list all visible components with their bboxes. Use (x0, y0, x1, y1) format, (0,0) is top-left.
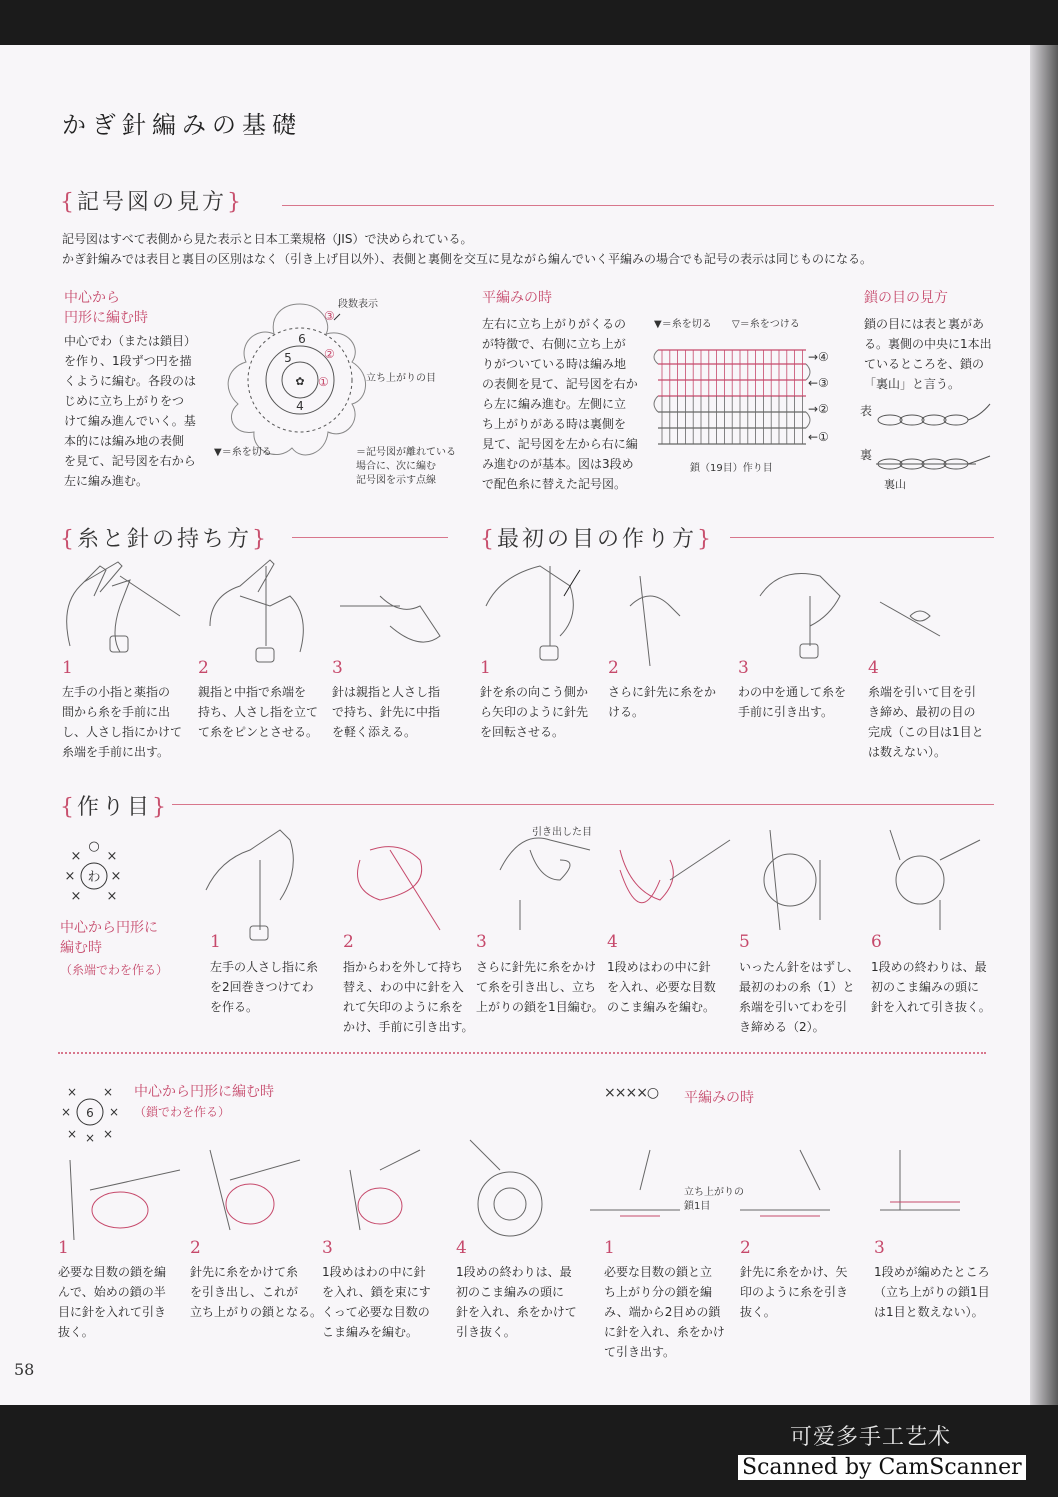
circle-row-num: 4 (296, 399, 304, 413)
step-number: 6 (871, 932, 882, 952)
chainring-sub: （鎖でわを作る） (134, 1105, 231, 1119)
circle-title-2: 円形に編む時 (64, 310, 148, 326)
circle-desc (64, 331, 196, 491)
step-number: 3 (332, 658, 343, 678)
flat-row-label: ←③ (808, 376, 829, 390)
section-rule (282, 205, 994, 206)
section-title-foundation: {作り目} (60, 795, 170, 820)
step-number: 2 (198, 658, 209, 678)
label-row-numbers: 段数表示 (338, 299, 378, 310)
foundation-step-5: いったん針をはずし、 最初のわの糸（1）と 糸端を引いてわを引 き締める（2）。 (739, 960, 860, 1034)
step-number: 4 (456, 1238, 467, 1258)
section-rule (730, 537, 994, 538)
first-step-2: さらに針先に糸をか ける。 (608, 685, 717, 719)
chain-front-label: 表 (860, 404, 873, 418)
flatwork-step-2: 針先に糸をかけ、矢 印のように糸を引き 抜く。 (740, 1265, 849, 1319)
chainring-step-3: 1段めはわの中に針 を入れ、鎖を束にす くって必要な目数の こま編みを編む。 (322, 1265, 431, 1339)
flat-row-label: ←① (808, 430, 829, 444)
ring-symbol-diagram (58, 832, 128, 902)
flatwork-step-1: 必要な目数の鎖と立 ち上がり分の鎖を編 み、端から2目めの鎖 に針を入れ、糸をかけ て引き出す。 (604, 1265, 725, 1359)
dotted-divider (58, 1052, 986, 1054)
circle-row-marker: ③ (324, 309, 335, 323)
section-rule (292, 537, 448, 538)
first-step-4: 糸端を引いて目を引 き締め、最初の目の 完成（この目は1目と は数えない）。 (868, 685, 984, 759)
svg-text:×: × (110, 869, 122, 884)
circle-row-num: 5 (284, 351, 292, 365)
chain-back-bump-label: 裏山 (884, 478, 906, 491)
step-number: 4 (868, 658, 879, 678)
foundation-step-2: 指からわを外して持ち 替え、わの中に針を入 れて矢印のように糸を かけ、手前に引き出す。 (343, 960, 474, 1034)
flat-label-join: ▽＝糸をつける (732, 319, 800, 330)
step-number: 3 (322, 1238, 333, 1258)
step-number: 2 (608, 658, 619, 678)
flat-desc: 左右に立ち上がりがくるの が特徴で、右側に立ち上が りがついている時は編み地 の表側を見て、記号図を右か ら左に編み進む。左側に立 ち上がりがある時は裏側を 見て、記号図を左から右に編 み進むのが基本。図は3段め で配色糸に替えた記号図。 (482, 317, 638, 491)
scanner-footer: Scanned by CamScanner (738, 1455, 1026, 1480)
step-number: 1 (58, 1238, 69, 1258)
label-dotted-line: ＝記号図が離れている 場合に、次に編む 記号図を示す点線 (356, 447, 456, 486)
svg-text:×: × (66, 1127, 78, 1141)
ring-char: わ (87, 870, 101, 885)
foundation-side-title-1: 中心から円形に (60, 920, 158, 936)
page-gutter (1030, 45, 1058, 1405)
holding-illustrations (60, 556, 460, 656)
foundation-side-sub: （糸端でわを作る） (60, 963, 169, 977)
flat-row-label: →④ (808, 350, 829, 364)
desc-line: くように編む。各段のは (64, 374, 197, 388)
desc-line: を見て、記号図を右から (64, 454, 196, 468)
step-number: 2 (740, 1238, 751, 1258)
holding-step-1: 左手の小指と薬指の 間から糸を手前に出 し、人さし指にかけて 糸端を手前に出す。 (62, 685, 183, 759)
chain-illustration (876, 400, 996, 480)
svg-text:×: × (84, 1131, 96, 1145)
intro-line-2: かぎ針編みでは表目と裏目の区別はなく（引き上げ目以外）、表側と裏側を交互に見ながら編んでいく平編みの場合でも記号の表示は同じものになる。 (62, 252, 873, 266)
svg-text:×: × (106, 889, 118, 904)
chainring-title: 中心から円形に編む時 (134, 1084, 274, 1100)
desc-line: じめに立ち上がりをつ (64, 394, 185, 408)
desc-line: 本的には編み地の表側 (64, 434, 185, 448)
first-step-1: 針を糸の向こう側か ら矢印のように針先 を回転させる。 (480, 685, 589, 739)
pulled-loop-label: 引き出した目 (532, 827, 592, 838)
foundation-illustrations (200, 820, 990, 940)
section-title-holding: {糸と針の持ち方} (60, 527, 270, 552)
rise-label: 立ち上がりの 鎖1目 (684, 1187, 744, 1212)
desc-line: けて編み進んでいく。基 (64, 414, 196, 428)
chain-back-label: 裏 (860, 448, 873, 462)
svg-text:○: ○ (88, 839, 100, 854)
flatwork-step-3: 1段めが編めたところ （立ち上がりの鎖1目 は1目と数えない）。 (874, 1265, 990, 1319)
step-number: 2 (343, 932, 354, 952)
chain-title: 鎖の目の見方 (864, 290, 948, 306)
first-stitch-illustrations (480, 556, 1000, 666)
svg-text:×: × (106, 849, 118, 864)
svg-text:×: × (66, 1085, 78, 1099)
flat-title: 平編みの時 (482, 290, 552, 306)
label-cut-yarn: ▼＝糸を切る (214, 447, 272, 458)
circle-chart-diagram (222, 290, 382, 470)
circle-row-marker: ① (318, 375, 329, 389)
desc-line: 左に編み進む。 (64, 474, 149, 488)
section-title-first: {最初の目の作り方} (480, 527, 715, 552)
chainring-step-4: 1段めの終わりは、最 初のこま編みの頭に 針を入れ、糸をかけて 引き抜く。 (456, 1265, 577, 1339)
cut-yarn-icon: ▼ (654, 319, 662, 330)
svg-text:✿: ✿ (295, 375, 305, 388)
circle-title-1: 中心から (64, 290, 120, 306)
section-rule (172, 804, 994, 805)
step-number: 3 (738, 658, 749, 678)
step-number: 1 (62, 658, 73, 678)
cut-yarn-icon: ▼ (214, 447, 222, 458)
flat-row-label: →② (808, 402, 829, 416)
desc-line: 中心でわ（または鎖目） (64, 334, 197, 348)
join-yarn-icon: ▽ (732, 319, 740, 330)
flatwork-title: 平編みの時 (684, 1090, 754, 1106)
watermark-text: 可爱多手工艺术 (790, 1425, 952, 1450)
svg-text:×: × (102, 1127, 114, 1141)
step-number: 2 (190, 1238, 201, 1258)
chainring-step-2: 針先に糸をかけて糸 を引き出し、これが 立ち上がりの鎖となる。 (190, 1265, 323, 1319)
holding-step-2: 親指と中指で糸端を 持ち、人さし指を立て て糸をピンとさせる。 (198, 685, 319, 739)
step-number: 1 (480, 658, 491, 678)
chain-desc: 鎖の目には表と裏があ る。裏側の中央に1本出 ているところを、鎖の 「裏山」と言う。 (864, 317, 992, 391)
lower-illustrations (60, 1130, 1000, 1240)
foundation-step-1: 左手の人さし指に糸 を2回巻きつけてわ を作る。 (210, 960, 319, 1014)
svg-text:×: × (102, 1085, 114, 1099)
step-number: 1 (604, 1238, 615, 1258)
svg-text:×: × (70, 889, 82, 904)
step-number: 3 (476, 932, 487, 952)
foundation-step-6: 1段めの終わりは、最 初のこま編みの頭に 針を入れて引き抜く。 (871, 960, 991, 1014)
section-title-reading: {記号図の見方} (60, 190, 245, 215)
page-number: 58 (14, 1360, 35, 1379)
svg-text:×: × (64, 869, 76, 884)
step-number: 4 (607, 932, 618, 952)
svg-text:×: × (70, 849, 82, 864)
step-number: 5 (739, 932, 750, 952)
intro-line-1: 記号図はすべて表側から見た表示と日本工業規格（JIS）で決められている。 (62, 232, 473, 246)
step-number: 3 (874, 1238, 885, 1258)
foundation-step-3: さらに針先に糸をかけ て糸を引き出し、立ち 上がりの鎖を1目編む。 (476, 960, 604, 1014)
holding-step-3: 針は親指と人さし指 で持ち、針先に中指 を軽く添える。 (332, 685, 441, 739)
flat-chain-label: 鎖（19目）作り目 (690, 463, 773, 474)
foundation-step-4: 1段めはわの中に針 を入れ、必要な目数 のこま編みを編む。 (607, 960, 716, 1014)
circle-row-marker: ② (324, 347, 335, 361)
chain-ring-num: 6 (86, 1106, 94, 1120)
desc-line: を作り、1段ずつ円を描 (64, 354, 192, 368)
first-step-3: わの中を通して糸を 手前に引き出す。 (738, 685, 847, 719)
chapter-title: かぎ針編みの基礎 (62, 111, 302, 139)
svg-text:×: × (60, 1105, 72, 1119)
label-rising-stitch: 立ち上がりの目 (366, 373, 436, 384)
circle-row-num: 6 (298, 332, 306, 346)
flat-label-cut: ▼＝糸を切る (654, 319, 712, 330)
svg-text:×: × (108, 1105, 120, 1119)
flat-chart-diagram (654, 340, 814, 460)
chainring-step-1: 必要な目数の鎖を編 んで、始めの鎖の半 目に針を入れて引き 抜く。 (58, 1265, 167, 1339)
foundation-side-title-2: 編む時 (60, 940, 102, 956)
flatwork-symbols: ××××○ (604, 1085, 659, 1101)
step-number: 1 (210, 932, 221, 952)
